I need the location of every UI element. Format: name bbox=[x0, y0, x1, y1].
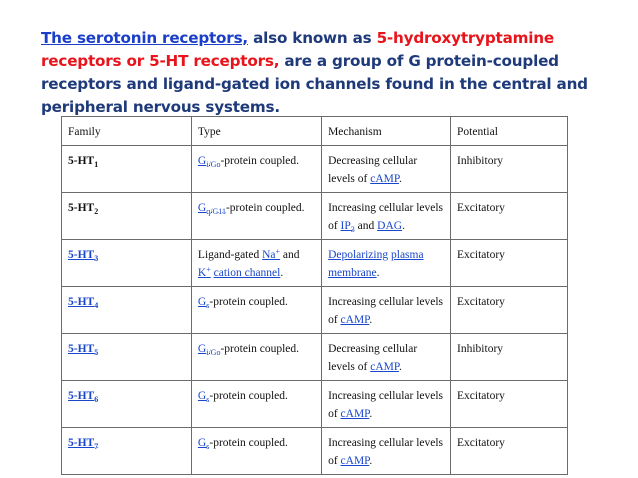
family-cell bbox=[62, 193, 192, 240]
type-link-cation-channel[interactable]: cation channel bbox=[213, 267, 281, 279]
type-and: and bbox=[280, 249, 300, 261]
mechanism-link[interactable]: cAMP bbox=[340, 314, 370, 326]
table-row bbox=[62, 146, 568, 193]
family-link[interactable] bbox=[68, 390, 98, 402]
table-row bbox=[62, 428, 568, 475]
type-text: -protein coupled. bbox=[225, 202, 305, 214]
potential-cell: Excitatory bbox=[451, 381, 568, 428]
table-row bbox=[62, 240, 568, 287]
mechanism-link[interactable]: cAMP bbox=[370, 173, 399, 185]
type-subscript: q/G11 bbox=[206, 207, 226, 216]
type-cell bbox=[191, 334, 321, 381]
family-label: 5-HT bbox=[68, 343, 95, 355]
mechanism-text: Decreasing cellular levels of bbox=[328, 343, 418, 373]
mechanism-cell bbox=[322, 240, 451, 287]
type-g: G bbox=[197, 202, 207, 214]
family-subscript: 6 bbox=[94, 395, 99, 404]
mechanism-link-dag[interactable]: DAG bbox=[377, 220, 403, 232]
type-link[interactable] bbox=[198, 437, 209, 449]
type-link-k[interactable] bbox=[198, 267, 211, 279]
intro-text-1: also known as bbox=[248, 29, 377, 47]
mechanism-cell bbox=[322, 381, 451, 428]
mechanism-link[interactable]: cAMP bbox=[340, 408, 370, 420]
intro-text-2: are a group of G protein-coupled receptors and ligand-gated ion channels found in the central and peripheral nervous systems. bbox=[41, 52, 588, 116]
type-cell bbox=[191, 428, 321, 475]
type-text: -protein coupled. bbox=[220, 155, 300, 167]
type-link[interactable] bbox=[198, 343, 221, 355]
k-superscript: + bbox=[206, 265, 211, 274]
header-potential: Potential bbox=[451, 117, 568, 146]
family-cell bbox=[62, 146, 192, 193]
mechanism-end: . bbox=[369, 455, 373, 467]
family-link[interactable] bbox=[68, 249, 98, 261]
family-subscript: 7 bbox=[94, 442, 99, 451]
potential-cell: Inhibitory bbox=[451, 334, 568, 381]
type-g: G bbox=[197, 296, 207, 308]
na-superscript: + bbox=[275, 247, 281, 256]
mechanism-link-depolarizing[interactable]: Depolarizing bbox=[328, 249, 389, 261]
mechanism-link-plasma-membrane[interactable]: plasma membrane bbox=[328, 249, 424, 279]
type-cell bbox=[191, 193, 321, 240]
type-cell bbox=[191, 240, 321, 287]
mechanism-end: . bbox=[399, 361, 402, 373]
receptor-table bbox=[61, 116, 568, 475]
mechanism-cell bbox=[322, 146, 451, 193]
family-link[interactable] bbox=[68, 296, 98, 308]
family-link[interactable] bbox=[68, 437, 98, 449]
table-header-row bbox=[62, 117, 568, 146]
type-text: Ligand-gated bbox=[197, 249, 263, 261]
type-g: G bbox=[197, 437, 207, 449]
family-subscript: 1 bbox=[94, 160, 99, 169]
mechanism-text: Increasing cellular levels of bbox=[328, 437, 444, 467]
family-cell bbox=[62, 428, 192, 475]
mechanism-text: Increasing cellular levels of bbox=[328, 390, 444, 420]
family-label: 5-HT bbox=[68, 202, 95, 214]
type-subscript: i/Go bbox=[206, 160, 221, 169]
family-link[interactable] bbox=[68, 343, 98, 355]
mechanism-link[interactable]: cAMP bbox=[340, 455, 370, 467]
table-row bbox=[62, 381, 568, 428]
family-subscript: 4 bbox=[94, 301, 99, 310]
mechanism-and: and bbox=[354, 220, 378, 232]
type-text: -protein coupled. bbox=[209, 437, 288, 449]
family-subscript: 5 bbox=[94, 348, 99, 357]
type-subscript: i/Go bbox=[206, 348, 221, 357]
type-g: G bbox=[197, 155, 207, 167]
mechanism-cell bbox=[322, 193, 451, 240]
type-g: G bbox=[197, 390, 207, 402]
type-link-na[interactable] bbox=[262, 249, 280, 261]
family-cell bbox=[62, 240, 192, 287]
mechanism-end: . bbox=[369, 314, 373, 326]
na-label: Na bbox=[262, 249, 276, 261]
type-cell bbox=[191, 381, 321, 428]
intro-highlight: 5-hydroxytryptamine receptors or 5-HT receptors, bbox=[41, 29, 555, 70]
potential-cell: Inhibitory bbox=[451, 146, 568, 193]
potential-cell: Excitatory bbox=[451, 428, 568, 475]
potential-cell: Excitatory bbox=[451, 193, 568, 240]
type-link[interactable] bbox=[198, 155, 221, 167]
mechanism-end: . bbox=[376, 267, 380, 279]
table-row bbox=[62, 287, 568, 334]
type-text: -protein coupled. bbox=[209, 296, 288, 308]
family-cell bbox=[62, 334, 192, 381]
table-row bbox=[62, 334, 568, 381]
potential-cell: Excitatory bbox=[451, 287, 568, 334]
mechanism-text: Decreasing cellular levels of bbox=[328, 155, 418, 185]
mechanism-text: Increasing cellular levels of bbox=[328, 202, 444, 232]
type-subscript: s bbox=[206, 395, 210, 404]
type-cell bbox=[191, 287, 321, 334]
mechanism-end: . bbox=[402, 220, 405, 232]
table-row bbox=[62, 193, 568, 240]
type-text: -protein coupled. bbox=[220, 343, 300, 355]
ip-subscript: 3 bbox=[350, 225, 355, 234]
type-end: . bbox=[280, 267, 284, 279]
family-label: 5-HT bbox=[68, 437, 95, 449]
header-type: Type bbox=[191, 117, 321, 146]
family-cell bbox=[62, 287, 192, 334]
type-cell bbox=[191, 146, 321, 193]
intro-lead-link[interactable]: The serotonin receptors, bbox=[41, 29, 248, 47]
k-label: K bbox=[197, 267, 207, 279]
mechanism-link[interactable]: cAMP bbox=[370, 361, 399, 373]
type-link[interactable] bbox=[198, 202, 226, 214]
type-text: -protein coupled. bbox=[209, 390, 288, 402]
type-link[interactable] bbox=[198, 296, 209, 308]
mechanism-link-ip3[interactable] bbox=[341, 220, 355, 232]
family-label: 5-HT bbox=[68, 155, 95, 167]
mechanism-text: Increasing cellular levels of bbox=[328, 296, 444, 326]
mechanism-end: . bbox=[399, 173, 402, 185]
type-link[interactable] bbox=[198, 390, 209, 402]
type-g: G bbox=[197, 343, 207, 355]
ip-label: IP bbox=[340, 220, 351, 232]
header-mechanism: Mechanism bbox=[322, 117, 451, 146]
intro-paragraph bbox=[41, 27, 616, 119]
family-label: 5-HT bbox=[68, 296, 95, 308]
mechanism-cell bbox=[322, 428, 451, 475]
mechanism-end: . bbox=[369, 408, 373, 420]
header-family: Family bbox=[62, 117, 192, 146]
family-label: 5-HT bbox=[68, 390, 95, 402]
mechanism-cell bbox=[322, 287, 451, 334]
family-subscript: 3 bbox=[94, 254, 99, 263]
family-subscript: 2 bbox=[94, 207, 99, 216]
mechanism-cell bbox=[322, 334, 451, 381]
potential-cell: Excitatory bbox=[451, 240, 568, 287]
type-subscript: s bbox=[206, 301, 210, 310]
family-cell bbox=[62, 381, 192, 428]
family-label: 5-HT bbox=[68, 249, 95, 261]
type-subscript: s bbox=[206, 442, 210, 451]
